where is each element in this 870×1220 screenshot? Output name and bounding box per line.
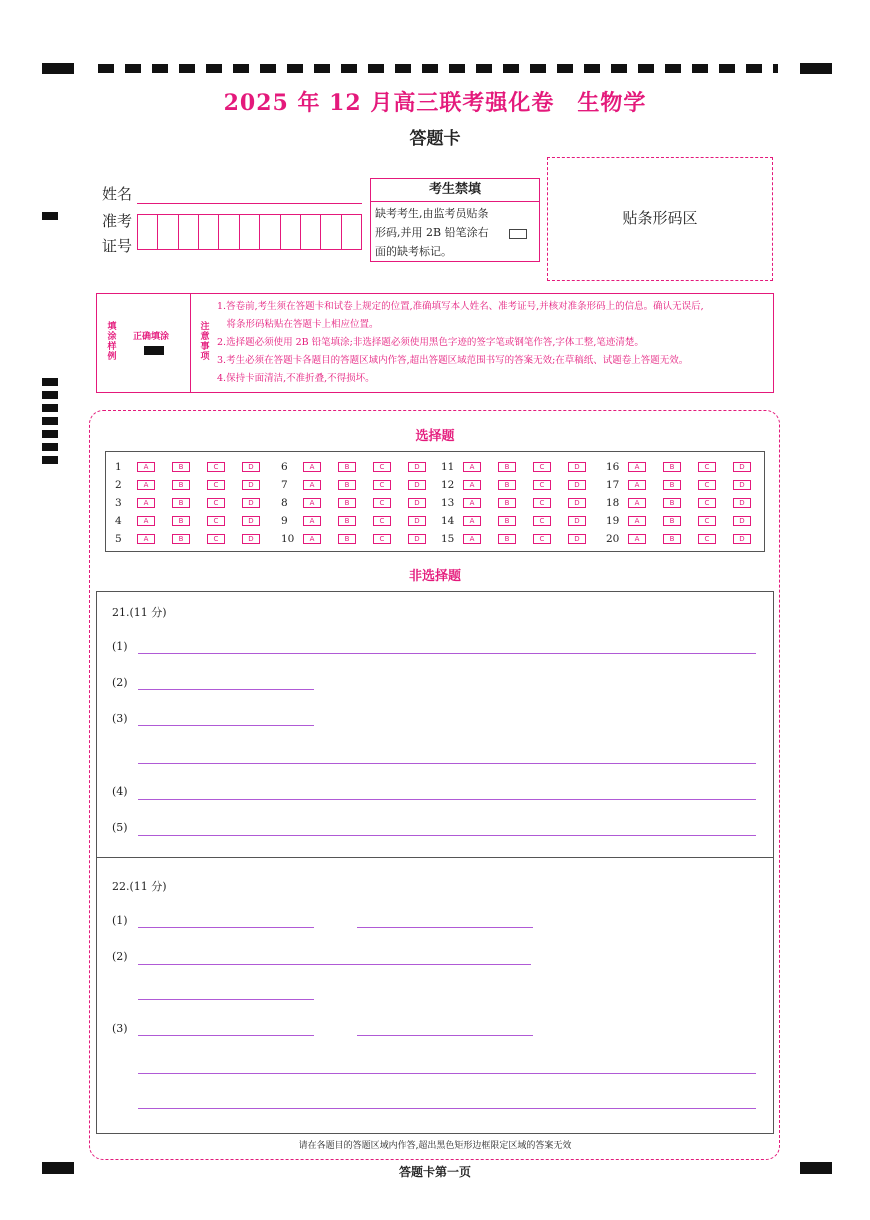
option-bubble[interactable]: C	[207, 462, 225, 472]
option-bubble[interactable]: C	[533, 498, 551, 508]
option-bubble[interactable]: B	[498, 534, 516, 544]
option-bubble[interactable]: B	[498, 516, 516, 526]
option-bubble[interactable]: D	[408, 462, 426, 472]
option-bubble[interactable]: B	[498, 462, 516, 472]
option-bubble[interactable]: C	[373, 462, 391, 472]
option-bubble[interactable]: C	[207, 534, 225, 544]
choice-row	[606, 476, 768, 494]
option-bubble[interactable]: C	[207, 498, 225, 508]
option-bubble[interactable]: D	[568, 534, 586, 544]
answer-line[interactable]	[138, 725, 314, 726]
choice-row	[281, 494, 443, 512]
part-label: (2)	[112, 676, 128, 689]
question-number: 3	[115, 497, 122, 509]
timing-mark	[800, 63, 832, 74]
name-label: 姓名	[102, 185, 133, 203]
choice-row	[115, 458, 277, 476]
option-bubble[interactable]: D	[408, 516, 426, 526]
option-bubble[interactable]: C	[698, 480, 716, 490]
notice-box	[96, 293, 774, 393]
absent-mark-box[interactable]	[509, 229, 527, 239]
question-number: 16	[606, 461, 620, 473]
choice-row	[115, 476, 277, 494]
choice-row	[606, 458, 768, 476]
choice-row	[441, 530, 603, 548]
option-bubble[interactable]: A	[137, 534, 155, 544]
answer-line[interactable]	[138, 964, 531, 965]
option-bubble[interactable]: A	[628, 462, 646, 472]
barcode-area: 贴条形码区	[547, 157, 773, 281]
option-bubble[interactable]: C	[373, 498, 391, 508]
question-21-label: 21.(11 分)	[112, 606, 167, 619]
option-bubble[interactable]: C	[533, 462, 551, 472]
choice-group	[606, 458, 768, 548]
choice-row	[606, 530, 768, 548]
option-bubble[interactable]: A	[303, 498, 321, 508]
option-bubble[interactable]: A	[303, 534, 321, 544]
answer-line[interactable]	[357, 1035, 533, 1036]
part-label: (1)	[112, 640, 128, 653]
notice-item: 2.选择题必须使用 2B 铅笔填涂;非选择题必须使用黑色字迹的签字笔或钢笔作答,字体工整,笔迹清楚。	[217, 337, 644, 348]
question-number: 6	[281, 461, 288, 473]
question-number: 8	[281, 497, 288, 509]
nonchoice-section-title: 非选择题	[408, 569, 461, 584]
question-number: 19	[606, 515, 620, 527]
answer-line[interactable]	[138, 1108, 756, 1109]
choice-row	[441, 476, 603, 494]
option-bubble[interactable]: B	[338, 534, 356, 544]
choice-section-title: 选择题	[415, 429, 455, 444]
notice-item: 1.答卷前,考生须在答题卡和试卷上规定的位置,准确填写本人姓名、准考证号,并核对准条形码上的信息。确认无误后,	[217, 301, 704, 312]
option-bubble[interactable]: A	[628, 498, 646, 508]
option-bubble[interactable]: A	[628, 516, 646, 526]
choice-row	[606, 494, 768, 512]
option-bubble[interactable]: B	[663, 498, 681, 508]
option-bubble[interactable]: D	[242, 534, 260, 544]
answer-line[interactable]	[138, 763, 756, 764]
name-field[interactable]	[137, 203, 362, 204]
page-subtitle: 答题卡	[409, 129, 461, 149]
option-bubble[interactable]: B	[663, 462, 681, 472]
option-bubble[interactable]: D	[242, 498, 260, 508]
notice-items	[217, 298, 772, 388]
part-label: (3)	[112, 1022, 128, 1035]
option-bubble[interactable]: C	[207, 516, 225, 526]
option-bubble[interactable]: B	[338, 462, 356, 472]
option-bubble[interactable]: B	[172, 462, 190, 472]
option-bubble[interactable]: C	[533, 480, 551, 490]
option-bubble[interactable]: A	[303, 480, 321, 490]
part-label: (5)	[112, 821, 128, 834]
option-bubble[interactable]: D	[733, 516, 751, 526]
timing-mark	[42, 63, 74, 74]
option-bubble[interactable]: B	[498, 498, 516, 508]
choice-row	[441, 512, 603, 530]
part-label: (4)	[112, 785, 128, 798]
choice-row	[281, 458, 443, 476]
fill-sample-label: 填涂样例	[107, 322, 117, 362]
question-number: 14	[441, 515, 455, 527]
question-number: 4	[115, 515, 122, 527]
choice-row	[115, 494, 277, 512]
option-bubble[interactable]: B	[663, 480, 681, 490]
option-bubble[interactable]: A	[463, 516, 481, 526]
option-bubble[interactable]: C	[698, 462, 716, 472]
question-number: 1	[115, 461, 122, 473]
choice-row	[441, 494, 603, 512]
option-bubble[interactable]: B	[172, 534, 190, 544]
option-bubble[interactable]: D	[242, 462, 260, 472]
choice-row	[281, 512, 443, 530]
exam-forbid-heading: 考生禁填	[371, 179, 539, 202]
choice-group	[115, 458, 277, 548]
part-label: (2)	[112, 950, 128, 963]
option-bubble[interactable]: A	[463, 498, 481, 508]
choice-grid	[105, 451, 765, 552]
answer-line[interactable]	[138, 835, 756, 836]
page-footer: 答题卡第一页	[398, 1165, 471, 1179]
option-bubble[interactable]: C	[533, 534, 551, 544]
question-number: 5	[115, 533, 122, 545]
option-bubble[interactable]: D	[408, 534, 426, 544]
option-bubble[interactable]: D	[242, 480, 260, 490]
question-number: 20	[606, 533, 620, 545]
footer-note: 请在各题目的答题区域内作答,超出黑色矩形边框限定区域的答案无效	[298, 1141, 572, 1151]
option-bubble[interactable]: D	[568, 516, 586, 526]
choice-row	[281, 476, 443, 494]
choice-row	[441, 458, 603, 476]
choice-group	[281, 458, 443, 548]
option-bubble[interactable]: A	[463, 480, 481, 490]
question-22-label: 22.(11 分)	[112, 880, 167, 893]
choice-row	[281, 530, 443, 548]
option-bubble[interactable]: B	[172, 480, 190, 490]
question-number: 2	[115, 479, 122, 491]
option-bubble[interactable]: D	[242, 516, 260, 526]
answer-line[interactable]	[138, 689, 314, 690]
notice-item: 将条形码粘贴在答题卡上相应位置。	[217, 319, 379, 330]
question-number: 13	[441, 497, 455, 509]
option-bubble[interactable]: B	[172, 498, 190, 508]
option-bubble[interactable]: D	[568, 462, 586, 472]
option-bubble[interactable]: D	[733, 462, 751, 472]
option-bubble[interactable]: C	[207, 480, 225, 490]
id-label-line1: 准考	[102, 212, 133, 230]
question-number: 9	[281, 515, 288, 527]
option-bubble[interactable]: A	[628, 480, 646, 490]
option-bubble[interactable]: C	[533, 516, 551, 526]
timing-mark-column	[42, 378, 58, 466]
option-bubble[interactable]: C	[373, 534, 391, 544]
option-bubble[interactable]: B	[338, 480, 356, 490]
notes-label: 注意事项	[200, 322, 210, 362]
answer-line[interactable]	[138, 927, 314, 928]
option-bubble[interactable]: A	[137, 480, 155, 490]
part-label: (1)	[112, 914, 128, 927]
option-bubble[interactable]: D	[733, 498, 751, 508]
timing-mark-strip	[98, 64, 778, 73]
question-22-box	[96, 857, 774, 1134]
part-label: (3)	[112, 712, 128, 725]
question-number: 15	[441, 533, 455, 545]
option-bubble[interactable]: A	[628, 534, 646, 544]
choice-group	[441, 458, 603, 548]
answer-line[interactable]	[357, 927, 533, 928]
option-bubble[interactable]: A	[137, 462, 155, 472]
exam-forbid-text: 缺考考生,由监考员贴条形码,并用 2B 铅笔涂右面的缺考标记。	[375, 207, 489, 258]
question-number: 11	[441, 461, 455, 473]
option-bubble[interactable]: B	[663, 534, 681, 544]
question-number: 12	[441, 479, 455, 491]
option-bubble[interactable]: A	[303, 462, 321, 472]
option-bubble[interactable]: C	[698, 516, 716, 526]
answer-line[interactable]	[138, 799, 756, 800]
answer-line[interactable]	[138, 1035, 314, 1036]
option-bubble[interactable]: D	[568, 480, 586, 490]
option-bubble[interactable]: A	[463, 534, 481, 544]
option-bubble[interactable]: C	[698, 498, 716, 508]
option-bubble[interactable]: D	[408, 498, 426, 508]
answer-line[interactable]	[138, 653, 756, 654]
exam-forbid-box	[370, 178, 540, 262]
option-bubble[interactable]: B	[172, 516, 190, 526]
choice-row	[115, 530, 277, 548]
option-bubble[interactable]: A	[303, 516, 321, 526]
correct-fill-sample	[144, 346, 164, 355]
question-number: 7	[281, 479, 288, 491]
exam-number-boxes[interactable]	[137, 214, 362, 250]
option-bubble[interactable]: D	[408, 480, 426, 490]
option-bubble[interactable]: C	[698, 534, 716, 544]
answer-line[interactable]	[138, 999, 314, 1000]
choice-row	[606, 512, 768, 530]
option-bubble[interactable]: A	[463, 462, 481, 472]
question-number: 10	[281, 533, 295, 545]
id-label-line2: 证号	[102, 237, 133, 255]
option-bubble[interactable]: C	[373, 516, 391, 526]
option-bubble[interactable]: D	[733, 534, 751, 544]
answer-line[interactable]	[138, 1073, 756, 1074]
option-bubble[interactable]: D	[568, 498, 586, 508]
option-bubble[interactable]: A	[137, 516, 155, 526]
notice-item: 4.保持卡面清洁,不准折叠,不得损坏。	[217, 373, 375, 384]
choice-row	[115, 512, 277, 530]
question-number: 17	[606, 479, 620, 491]
timing-mark	[42, 212, 58, 220]
option-bubble[interactable]: D	[733, 480, 751, 490]
notice-item: 3.考生必须在答题卡各题目的答题区域内作答,超出答题区域范围书写的答案无效;在草稿纸、试题卷上答题无效。	[217, 355, 689, 366]
option-bubble[interactable]: A	[137, 498, 155, 508]
correct-fill-label: 正确填涂	[133, 332, 170, 342]
option-bubble[interactable]: B	[338, 498, 356, 508]
page-title: 2025 年 12 月高三联考强化卷 生物学	[223, 90, 647, 116]
option-bubble[interactable]: B	[663, 516, 681, 526]
option-bubble[interactable]: B	[498, 480, 516, 490]
question-number: 18	[606, 497, 620, 509]
option-bubble[interactable]: C	[373, 480, 391, 490]
option-bubble[interactable]: B	[338, 516, 356, 526]
